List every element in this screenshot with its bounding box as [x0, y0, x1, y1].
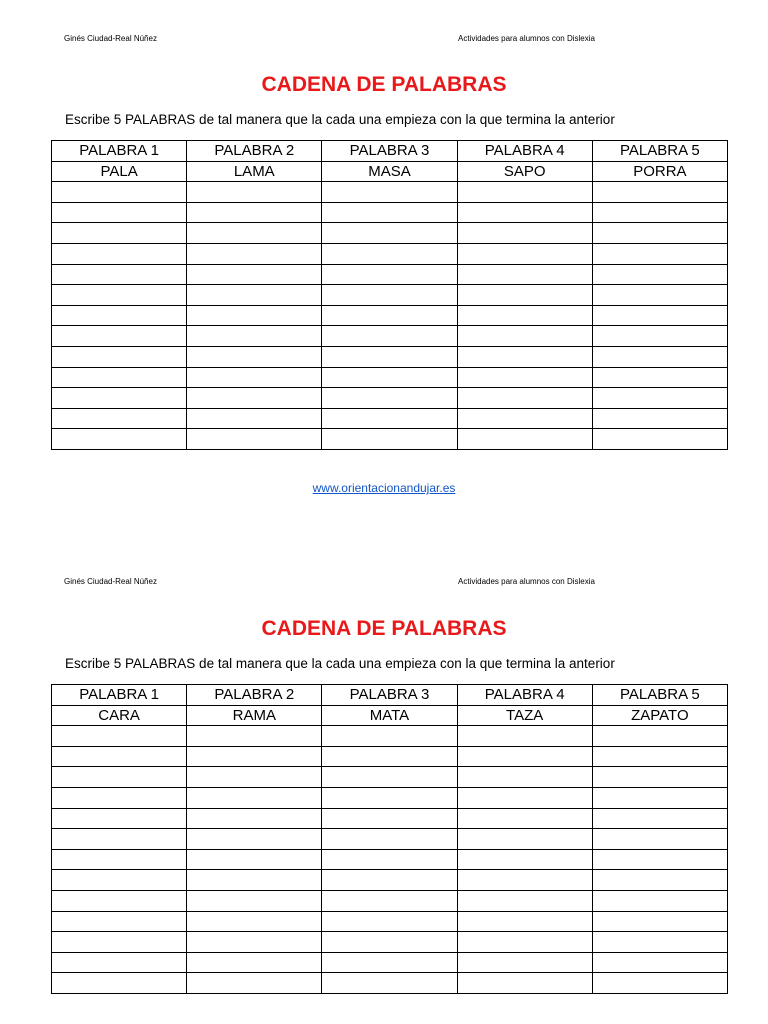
- answer-cell[interactable]: [322, 808, 457, 829]
- answer-cell[interactable]: [52, 746, 187, 767]
- answer-cell[interactable]: [187, 870, 322, 891]
- answer-cell[interactable]: [457, 932, 592, 953]
- answer-cell[interactable]: [52, 911, 187, 932]
- answer-cell[interactable]: [187, 367, 322, 388]
- answer-row: [52, 932, 728, 953]
- answer-cell[interactable]: [592, 767, 727, 788]
- answer-cell[interactable]: [187, 932, 322, 953]
- answer-cell[interactable]: [322, 326, 457, 347]
- page-title: CADENA DE PALABRAS: [261, 73, 507, 96]
- header-author: Ginés Ciudad-Real Núñez: [64, 577, 157, 586]
- answer-cell[interactable]: [592, 182, 727, 203]
- answer-row: [52, 429, 728, 450]
- answer-cell[interactable]: [457, 202, 592, 223]
- answer-cell[interactable]: [322, 429, 457, 450]
- answer-cell[interactable]: [457, 388, 592, 409]
- answer-cell[interactable]: [322, 787, 457, 808]
- answer-cell[interactable]: [457, 346, 592, 367]
- answer-cell[interactable]: [457, 243, 592, 264]
- answer-cell[interactable]: [52, 408, 187, 429]
- answer-row: [52, 911, 728, 932]
- answer-cell[interactable]: [322, 264, 457, 285]
- answer-cell[interactable]: [457, 182, 592, 203]
- answer-row: [52, 849, 728, 870]
- table-header-row: [52, 685, 728, 706]
- word-chain-table: [51, 684, 728, 994]
- answer-cell[interactable]: [322, 243, 457, 264]
- example-word: ZAPATO: [592, 705, 727, 726]
- answer-row: [52, 243, 728, 264]
- answer-cell[interactable]: [457, 911, 592, 932]
- instruction-text: Escribe 5 PALABRAS de tal manera que la cada una empieza con la que termina la anterior: [65, 656, 615, 671]
- answer-row: [52, 182, 728, 203]
- answer-cell[interactable]: [322, 285, 457, 306]
- answer-cell[interactable]: [52, 202, 187, 223]
- answer-cell[interactable]: [322, 408, 457, 429]
- answer-cell[interactable]: [187, 890, 322, 911]
- answer-cell[interactable]: [322, 911, 457, 932]
- answer-cell[interactable]: [52, 388, 187, 409]
- answer-row: [52, 787, 728, 808]
- answer-row: [52, 305, 728, 326]
- answer-cell[interactable]: [592, 408, 727, 429]
- answer-cell[interactable]: [187, 346, 322, 367]
- answer-cell[interactable]: [457, 890, 592, 911]
- answer-cell[interactable]: [592, 932, 727, 953]
- answer-row: [52, 326, 728, 347]
- answer-cell[interactable]: [592, 346, 727, 367]
- column-header: PALABRA 4: [457, 685, 592, 706]
- answer-row: [52, 767, 728, 788]
- example-word: MATA: [322, 705, 457, 726]
- answer-cell[interactable]: [52, 870, 187, 891]
- answer-cell[interactable]: [322, 849, 457, 870]
- header-author: Ginés Ciudad-Real Núñez: [64, 34, 157, 43]
- answer-cell[interactable]: [457, 973, 592, 994]
- example-word: LAMA: [187, 161, 322, 182]
- answer-row: [52, 264, 728, 285]
- header-subject: Actividades para alumnos con Dislexia: [458, 577, 595, 586]
- answer-cell[interactable]: [322, 202, 457, 223]
- answer-cell[interactable]: [52, 326, 187, 347]
- answer-cell[interactable]: [592, 243, 727, 264]
- answer-cell[interactable]: [187, 726, 322, 747]
- answer-row: [52, 388, 728, 409]
- answer-cell[interactable]: [187, 408, 322, 429]
- answer-cell[interactable]: [187, 849, 322, 870]
- answer-cell[interactable]: [322, 870, 457, 891]
- answer-cell[interactable]: [187, 388, 322, 409]
- answer-cell[interactable]: [52, 849, 187, 870]
- word-chain-table: [51, 140, 728, 450]
- answer-cell[interactable]: [52, 182, 187, 203]
- answer-cell[interactable]: [592, 726, 727, 747]
- answer-cell[interactable]: [592, 305, 727, 326]
- website-link[interactable]: www.orientacionandujar.es: [312, 481, 456, 495]
- answer-cell[interactable]: [322, 767, 457, 788]
- example-word: PORRA: [592, 161, 727, 182]
- example-word: MASA: [322, 161, 457, 182]
- table-header-row: [52, 141, 728, 162]
- answer-cell[interactable]: [52, 429, 187, 450]
- answer-cell[interactable]: [457, 726, 592, 747]
- answer-cell[interactable]: [457, 367, 592, 388]
- answer-cell[interactable]: [592, 911, 727, 932]
- answer-cell[interactable]: [592, 890, 727, 911]
- answer-cell[interactable]: [187, 429, 322, 450]
- answer-cell[interactable]: [322, 746, 457, 767]
- answer-cell[interactable]: [187, 264, 322, 285]
- example-word: CARA: [52, 705, 187, 726]
- answer-cell[interactable]: [592, 285, 727, 306]
- answer-cell[interactable]: [187, 243, 322, 264]
- answer-cell[interactable]: [457, 326, 592, 347]
- answer-cell[interactable]: [322, 346, 457, 367]
- column-header: PALABRA 3: [322, 141, 457, 162]
- answer-cell[interactable]: [592, 808, 727, 829]
- answer-cell[interactable]: [457, 305, 592, 326]
- answer-cell[interactable]: [457, 849, 592, 870]
- answer-row: [52, 346, 728, 367]
- answer-cell[interactable]: [52, 932, 187, 953]
- answer-cell[interactable]: [52, 787, 187, 808]
- answer-cell[interactable]: [52, 726, 187, 747]
- answer-cell[interactable]: [187, 326, 322, 347]
- answer-cell[interactable]: [457, 829, 592, 850]
- answer-cell[interactable]: [52, 367, 187, 388]
- answer-cell[interactable]: [322, 952, 457, 973]
- answer-cell[interactable]: [52, 285, 187, 306]
- answer-cell[interactable]: [52, 829, 187, 850]
- answer-row: [52, 223, 728, 244]
- column-header: PALABRA 1: [52, 685, 187, 706]
- answer-cell[interactable]: [187, 202, 322, 223]
- answer-cell[interactable]: [592, 264, 727, 285]
- answer-cell[interactable]: [592, 367, 727, 388]
- answer-cell[interactable]: [187, 223, 322, 244]
- answer-cell[interactable]: [187, 787, 322, 808]
- answer-cell[interactable]: [52, 346, 187, 367]
- answer-cell[interactable]: [592, 326, 727, 347]
- answer-cell[interactable]: [592, 849, 727, 870]
- answer-cell[interactable]: [592, 388, 727, 409]
- answer-cell[interactable]: [592, 202, 727, 223]
- column-header: PALABRA 1: [52, 141, 187, 162]
- answer-cell[interactable]: [187, 746, 322, 767]
- answer-cell[interactable]: [322, 726, 457, 747]
- answer-cell[interactable]: [592, 223, 727, 244]
- answer-cell[interactable]: [457, 787, 592, 808]
- answer-row: [52, 285, 728, 306]
- answer-cell[interactable]: [457, 808, 592, 829]
- column-header: PALABRA 2: [187, 141, 322, 162]
- answer-cell[interactable]: [52, 223, 187, 244]
- answer-cell[interactable]: [592, 429, 727, 450]
- answer-cell[interactable]: [52, 952, 187, 973]
- example-word: PALA: [52, 161, 187, 182]
- answer-cell[interactable]: [457, 429, 592, 450]
- answer-cell[interactable]: [52, 264, 187, 285]
- answer-cell[interactable]: [52, 973, 187, 994]
- answer-cell[interactable]: [592, 973, 727, 994]
- answer-row: [52, 408, 728, 429]
- answer-row: [52, 808, 728, 829]
- header-subject: Actividades para alumnos con Dislexia: [458, 34, 595, 43]
- answer-cell[interactable]: [187, 829, 322, 850]
- answer-row: [52, 367, 728, 388]
- answer-cell[interactable]: [187, 182, 322, 203]
- answer-row: [52, 726, 728, 747]
- column-header: PALABRA 5: [592, 141, 727, 162]
- answer-cell[interactable]: [322, 829, 457, 850]
- answer-cell[interactable]: [457, 767, 592, 788]
- answer-cell[interactable]: [187, 973, 322, 994]
- answer-row: [52, 973, 728, 994]
- answer-cell[interactable]: [52, 808, 187, 829]
- answer-cell[interactable]: [52, 243, 187, 264]
- answer-cell[interactable]: [457, 408, 592, 429]
- answer-row: [52, 746, 728, 767]
- column-header: PALABRA 3: [322, 685, 457, 706]
- answer-cell[interactable]: [457, 264, 592, 285]
- answer-cell[interactable]: [187, 952, 322, 973]
- answer-cell[interactable]: [322, 932, 457, 953]
- answer-cell[interactable]: [457, 285, 592, 306]
- answer-cell[interactable]: [322, 890, 457, 911]
- answer-row: [52, 202, 728, 223]
- answer-cell[interactable]: [52, 890, 187, 911]
- answer-cell[interactable]: [52, 305, 187, 326]
- answer-cell[interactable]: [457, 870, 592, 891]
- answer-cell[interactable]: [457, 746, 592, 767]
- answer-cell[interactable]: [592, 829, 727, 850]
- answer-cell[interactable]: [457, 223, 592, 244]
- answer-cell[interactable]: [592, 870, 727, 891]
- answer-row: [52, 870, 728, 891]
- answer-cell[interactable]: [187, 305, 322, 326]
- footer-link-container: [0, 480, 768, 496]
- answer-cell[interactable]: [592, 952, 727, 973]
- column-header: PALABRA 4: [457, 141, 592, 162]
- example-row: [52, 161, 728, 182]
- column-header: PALABRA 2: [187, 685, 322, 706]
- example-word: TAZA: [457, 705, 592, 726]
- column-header: PALABRA 5: [592, 685, 727, 706]
- answer-cell[interactable]: [187, 285, 322, 306]
- answer-cell[interactable]: [592, 746, 727, 767]
- answer-cell[interactable]: [592, 787, 727, 808]
- example-word: SAPO: [457, 161, 592, 182]
- answer-cell[interactable]: [322, 223, 457, 244]
- answer-cell[interactable]: [322, 388, 457, 409]
- answer-cell[interactable]: [322, 182, 457, 203]
- instruction-text: Escribe 5 PALABRAS de tal manera que la cada una empieza con la que termina la anterior: [65, 112, 615, 127]
- answer-row: [52, 952, 728, 973]
- answer-cell[interactable]: [187, 808, 322, 829]
- answer-cell[interactable]: [322, 973, 457, 994]
- answer-cell[interactable]: [322, 305, 457, 326]
- answer-cell[interactable]: [52, 767, 187, 788]
- answer-cell[interactable]: [322, 367, 457, 388]
- page-title: CADENA DE PALABRAS: [261, 617, 507, 640]
- answer-cell[interactable]: [457, 952, 592, 973]
- example-word: RAMA: [187, 705, 322, 726]
- answer-row: [52, 829, 728, 850]
- answer-cell[interactable]: [187, 911, 322, 932]
- example-row: [52, 705, 728, 726]
- answer-row: [52, 890, 728, 911]
- answer-cell[interactable]: [187, 767, 322, 788]
